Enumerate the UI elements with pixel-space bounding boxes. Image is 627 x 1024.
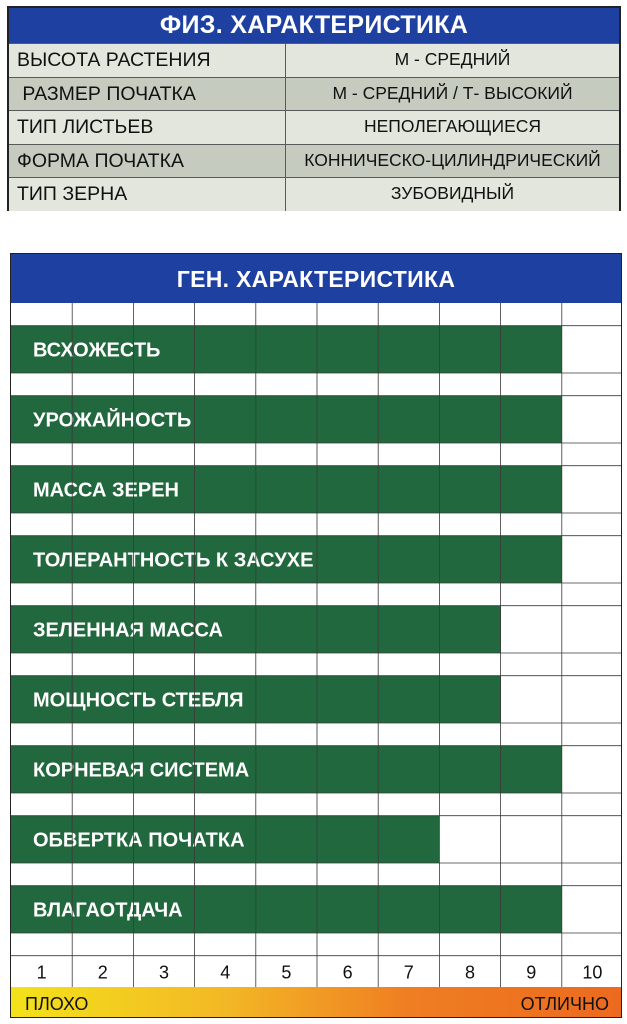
row-value: НЕПОЛЕГАЮЩИЕСЯ (363, 116, 542, 137)
table-row (9, 110, 619, 144)
row-label: ВЫСОТА РАСТЕНИЯ (9, 44, 286, 77)
bar-label: МАССА ЗЕРЕН (33, 479, 179, 502)
bar-label: УРОЖАЙНОСТЬ (33, 409, 192, 432)
bar-chart (11, 254, 622, 987)
scale-high-label: ОТЛИЧНО (520, 994, 609, 1014)
x-tick-label: 4 (220, 962, 231, 983)
bar-label: ТОЛЕРАНТНОСТЬ К ЗАСУХЕ (33, 549, 314, 572)
bar-label: КОРНЕВАЯ СИСТЕМА (33, 759, 250, 782)
bar-label: ВЛАГАОТДАЧА (33, 899, 183, 922)
genetic-characteristics-chart (10, 253, 622, 1018)
row-value: М - СРЕДНИЙ / Т- ВЫСОКИЙ (332, 82, 573, 103)
row-value: ЗУБОВИДНЫЙ (390, 183, 515, 204)
table-row (9, 144, 619, 178)
x-tick-label: 8 (464, 962, 476, 983)
quality-scale-bar (11, 987, 621, 1018)
bar-label: ОБВЕРТКА ПОЧАТКА (33, 829, 245, 852)
row-label: РАЗМЕР ПОЧАТКА (9, 78, 286, 111)
bar-label: МОЩНОСТЬ СТЕБЛЯ (33, 689, 244, 712)
row-label: ФОРМА ПОЧАТКА (9, 145, 286, 178)
table-row (9, 43, 619, 77)
x-tick-label: 5 (281, 962, 292, 983)
row-value: КОННИЧЕСКО-ЦИЛИНДРИЧЕСКИЙ (304, 149, 601, 170)
table-row (9, 177, 619, 211)
x-tick-label: 10 (582, 962, 603, 983)
scale-low-label: ПЛОХО (25, 994, 89, 1014)
x-tick-label: 3 (158, 962, 170, 983)
physical-characteristics-table (7, 6, 621, 211)
table-row (9, 77, 619, 111)
bar-label: ВСХОЖЕСТЬ (33, 339, 161, 362)
x-tick-label: 6 (342, 962, 353, 983)
physical-table-title: ФИЗ. ХАРАКТЕРИСТИКА (9, 8, 619, 43)
x-tick-label: 2 (97, 962, 108, 983)
row-value: М - СРЕДНИЙ (394, 49, 511, 69)
genetic-chart-title: ГЕН. ХАРАКТЕРИСТИКА (11, 254, 621, 303)
x-tick-label: 1 (36, 962, 47, 983)
x-tick-label: 7 (403, 962, 414, 983)
row-label: ТИП ЛИСТЬЕВ (9, 111, 286, 144)
row-label: ТИП ЗЕРНА (9, 178, 286, 211)
bar-label: ЗЕЛЕННАЯ МАССА (33, 619, 223, 642)
x-tick-label: 9 (526, 962, 537, 983)
